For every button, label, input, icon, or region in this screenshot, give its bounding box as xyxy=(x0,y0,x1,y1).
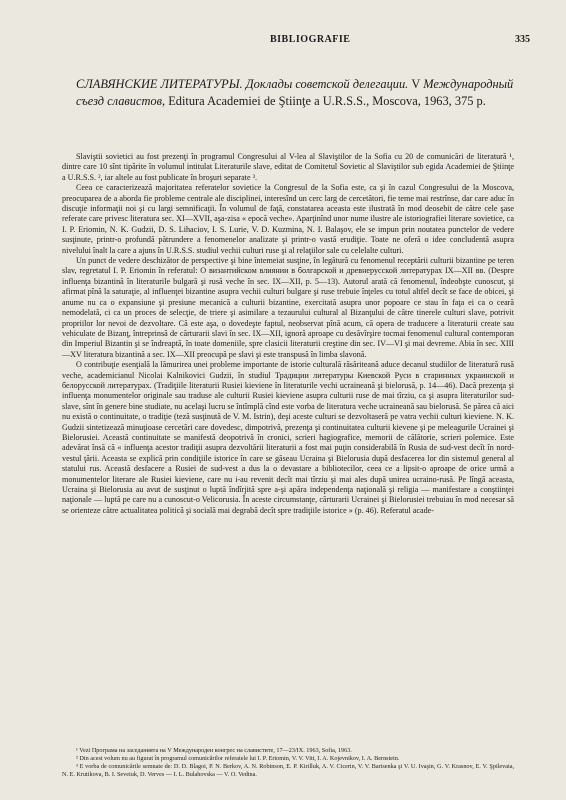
paragraph: O contribuţie esenţială la lămurirea unei probleme importante de istorie culturală răsăriteană aduce decanul studiilor de literatură rusă veche, academicianul Nicolai Kalnikovici Gudzii, în studiul Традиции литературы Киевской Руси в старинных украинской и белорусской литературах. (Tradiţiile literaturii Rusiei kieviene în literaturile vechi ucraineană şi bielorusă, p. 14—46). Dacă prezenţa şi influenţa monumentelor originale sau traduse ale culturii Rusiei kieviene asupra culturii ruse de mai tîrziu, ca şi asupra literaturilor sud-slave, sînt în genere bine studiate, nu acelaşi lucru se întîmplă cînd este vorba de literatura veche ucraineană sau bielorusă. Se părea că aici nu există o continuitate, o tradiţie (teză susţinută de V. M. Istrin), deşi aceste culturi se dezvoltaseră pe vatra vechii culturi kieviene. N. K. Gudzii sintetizează minuţioase cercetări care dovedesc, dimpotrivă, prezenţa şi continuitatea culturii kievene şi pe meleagurile Ucrainei şi Bielorusiei. Această continuitate se manifestă deopotrivă în cronici, scrieri hagiografice, memorii de călătorie, scrieri polemice. Este adevărat însă că « influenţa acestor tradiţii asupra dezvoltării literaturii a fost mai puţin considerabilă în Rusia de sud-vest decît în nord-vestul ţării. Aceasta se explică prin condiţiile istorice în care se găseau Ucraina şi Bielorusia după desfacerea lor din sistemul general al statului rus. Această desfacere a Rusiei de sud-vest a dus la o devastare a bibliotecilor, ceea ce a lipsit-o aproape de orice urmă a monumentelor literare ale Rusiei kieviene, care nu i-au revenit decît mai tîrziu şi mai ales după unirea ucraino-rusă. Pe lîngă aceasta, Ucraina şi Bielorusia au avut de susţinut o luptă îndîrjită spre a-şi apăra independenţa naţională şi religia — manifestare a conştiinţei naţionale — luptă pe care nu a cunoscut-o Velicorusia. În aceste circumstanţe, cărturarii Ucrainei şi Bielorusiei trebuiau în mod necesar să se orienteze către actualitatea politică şi socială mai degrabă decît spre tradiţiile istorice » (p. 46). Referatul acade- xyxy=(62,360,514,515)
running-header xyxy=(70,34,530,50)
reference-russian-subtitle: Международный съезд славистов, xyxy=(76,77,514,108)
reference-volume: V xyxy=(411,77,421,91)
bibliographic-reference xyxy=(76,76,514,110)
footnote: ¹ Vezi Програма на заседанията на V Международен конгрес на славистите, 17—23/IX. 1963, Sofia, 1963. xyxy=(76,747,352,754)
reference-publisher: Editura Academiei de Ştiinţe a U.R.S.S., Moscova, 1963, 375 p. xyxy=(168,94,486,108)
paragraph: Ceea ce caracterizează majoritatea referatelor sovietice la Congresul de la Sofia este, ca şi în cazul Congresului de la Moscova, preocuparea de a aborda fie probleme centrale ale disciplinei, interesînd un cerc larg de cercetători, fie teme mai restrînse, dar care aduc în discuţie informaţii noi şi cu largi semnificaţii. În volumul de faţă, constatarea aceasta este ilustrată în mod deosebit de către cele şase referate care privesc literatura sec. XI—XVII, aşa-zisa « epocă veche». Aparţinînd unor nume ilustre ale istoriografiei literare sovietice, ca I. P. Eriomin, N. K. Gudzii, D. S. Lihaciov, I. S. Lurie, V. D. Kuzmina, N. I. Balaşov, ele se impun prin noutatea punctelor de vedere susţinute, printr-o profundă pătrundere a fenomenelor analizate şi printr-o vastă erudiţie. Toate ne oferă o idee concludentă asupra nivelului înalt la care a ajuns în U.R.S.S. studiul vechii culturi ruse şi al relaţiilor sale cu celelalte culturi. xyxy=(62,183,514,255)
section-title: BIBLIOGRAFIE xyxy=(270,34,351,45)
footnote: ² Din acest volum nu au figurat în programul comunicărilor referatele lui I. P. Eriomin, V. V. Vitt, I. A. Kojevnikov, I. A. Bernstein. xyxy=(76,755,400,762)
review-body xyxy=(62,152,514,516)
reference-russian-title: СЛАВЯНСКИЕ ЛИТЕРАТУРЫ. Доклады советской делегации. xyxy=(76,77,409,91)
paragraph: Un punct de vedere deschizător de perspective şi bine întemeiat susţine, în legătură cu fenomenul receptării culturii bizantine pe teren slav, regretatul I. P. Eriomin în referatul: О византийском влиянии в болгарской и древнерусской литературах IX—XII вв. (Despre influenţa bizantină în literaturile bulgară şi rusă veche în sec. IX—XII, p. 5—13). Autorul arată că fenomenul, îndeobşte cunoscut, şi afirmat pînă la saturaţie, al influenţei bizantine asupra vechii culturi bulgare şi ruse trebuie înţeles cu totul altfel decît se face de obicei, şi anume nu ca o expansiune şi presiune mecanică a culturii bizantine, exercitată asupra unor popoare ce stau în faţa ei ca o ceară nemodelată, ci ca un proces de selecţie, de triere şi asimilare a tezaurului cultural al Bizanţului de către tinerele culturi slave, potrivit propriilor lor nevoi de dezvoltare. Că este aşa, o dovedeşte faptul, neobservat pînă acum, că opera de traducere a literaturii create sau vehiculate de Bizanţ, întreprinsă de cărturarii slavi în sec. IX—XII, ignoră aproape cu desăvîrşire tocmai fenomenul cultural contemporan din Imperiul Bizantin şi se îndreaptă, în toate domeniile, spre clasicii literaturii creştine din sec. IV—VI şi mai devreme. Abia în sec. XIII—XV literatura bizantină a sec. IX—XII preocupă pe slavi şi este transpusă în limba slavonă. xyxy=(62,256,514,359)
footnotes xyxy=(62,747,514,779)
paragraph: Slaviştii sovietici au fost prezenţi în programul Congresului al V-lea al Slaviştilor de la Sofia cu 20 de comunicări de literatură ¹, dintre care 10 sînt tipărite în volumul intitulat Literaturile slave, editat de Comitetul Sovietic al Slaviştilor sub egida Academiei de Ştiinţe a U.R.S.S. ², iar altele au fost publicate în broşuri separate ³. xyxy=(62,152,514,182)
page-number: 335 xyxy=(515,34,530,45)
footnote: ³ E vorba de comunicările semnate de: D. D. Blagoi, P. N. Berkov, A. N. Robinson, E. P. Kirilluk, A. V. Cicerin, V. V. Barisenka şi V. U. Ivaşin, G. V. Krasnov, E. V. Şpilevaia, N. E. Krutikova, B. I. Seveiuk, D. Verves — I. L. Bulahovska — V. O. Vedina. xyxy=(62,763,514,778)
